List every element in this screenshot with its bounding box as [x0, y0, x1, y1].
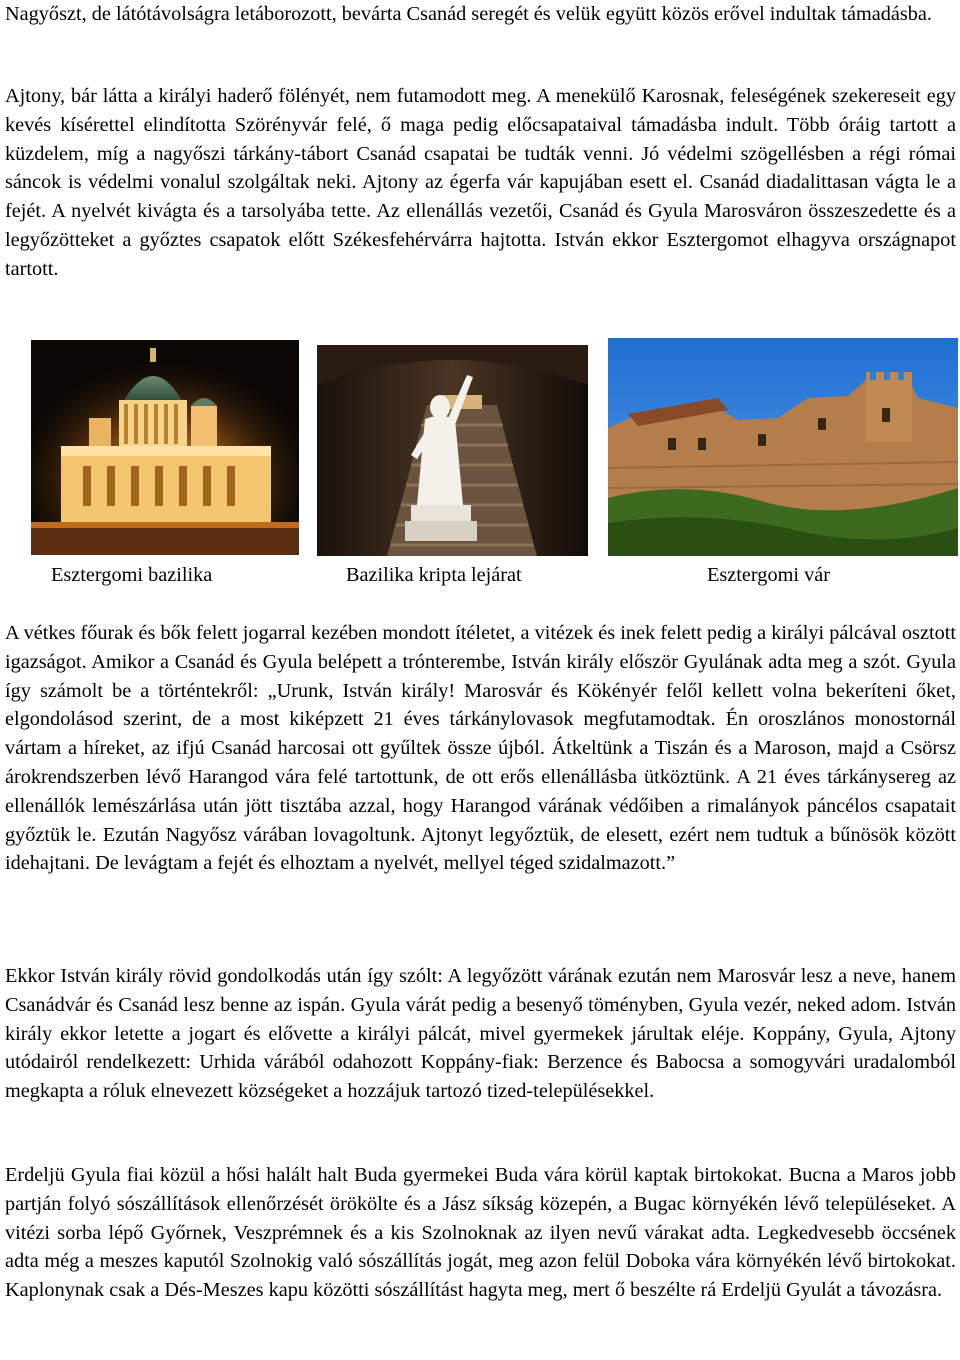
esztergom-castle-photo	[608, 338, 958, 556]
caption-esztergom-castle: Esztergomi vár	[707, 564, 830, 586]
crypt-stairway-photo	[317, 345, 588, 556]
caption-esztergom-basilica: Esztergomi bazilika	[51, 564, 213, 586]
paragraph-ajtony: Ajtony, bár látta a királyi haderő fölényét, nem futamodott meg. A menekülő Karosnak, feleségének szekereseit egy kevés kísérettel elindította Szörényvár felé, ő maga pedig előcsapataival támadásba indult. Több óráig tartott a küzdelem, míg a nagyőszi tárkány-tábort Csanád csapatai be tudták venni. Jó védelmi szögellésben a régi római sáncok is védelmi vonalul szolgáltak neki. Ajtony az égerfa vár kapujában esett el. Csanád diadalittasan vágta le a fejét. A nyelvét kivágta és a tarsolyába tette. Az ellenállás vezetői, Csanád és Gyula Marosváron összeszedette és a legyőzötteket a győztes csapatok előtt Székesfehérvárra hajtotta. István ekkor Esztergomot elhagyva országnapot tartott.	[5, 85, 956, 280]
esztergom-basilica-photo	[31, 340, 299, 555]
paragraph-intro: Nagyőszt, de látótávolságra letáborozott, bevárta Csanád seregét és velük együtt közös erővel indultak támadásba.	[5, 3, 932, 25]
paragraph-judgement: A vétkes főurak és bők felett jogarral kezében mondott ítéletet, a vitézek és inek felett pedig a királyi pálcával osztott igazságot. Amikor a Csanád és Gyula belépett a trónterembe, István király először Gyulának adta meg a szót. Gyula így számolt be a történtekről: „Urunk, István király! Marosvár és Kökényér felől kellett volna bekeríteni őket, elgondolásod szerint, de a most kiképzett 21 éves tárkánylovasok megfutamodtak. Én oroszlános monostornál vártam a híreket, az ifjú Csanád harcosai ott gyűltek össze újból. Átkeltünk a Tiszán és a Maroson, majd a Csörsz árokrendszerben lévő Harangod vára felé tartottunk, de ott erős ellenállásba ütköztünk. A 21 éves tárkánysereg az ellenállók lemészárlása után jött tisztába azzal, hogy Harangod várának védőiben a rimalányok páncélos csapatait győztük le. Ezután Nagyősz várában lovagoltunk. Ajtonyt legyőztük, de elesett, ezért nem tudtuk a bűnösök között idehajtani. De levágtam a fejét és elhoztam a nyelvét, mellyel téged szidalmazott.”	[5, 622, 956, 875]
caption-crypt-stairway: Bazilika kripta lejárat	[346, 564, 522, 586]
paragraph-gyula-sons: Erdeljü Gyula fiai közül a hősi halált halt Buda gyermekei Buda vára körül kaptak birtokokat. Bucna a Maros jobb partján folyó sószállítások ellenőrzését örökölte és a Jász síkság közepén, a Bugac környékén lévő településeket. A vitézi sorba lépő Győrnek, Veszprémnek és a kis Szolnoknak az ilyen nevű várakat adta. Legkedvesebb öccsének adta még a meszes kaputól Szolnokig való sószállítás jogát, meg azon felül Doboka vára környékén lévő birtokokat. Kaplonynak csak a Dés-Meszes kapu közötti sószállítást hagyta meg, mert ő beszélte rá Erdeljü Gyulát a távozásra.	[5, 1164, 956, 1302]
paragraph-king-decision: Ekkor István király rövid gondolkodás után így szólt: A legyőzött várának ezután nem Marosvár lesz a neve, hanem Csanádvár és Csanád lesz benne az ispán. Gyula várát pedig a besenyő töményben, Gyula vezér, neked adom. István király ekkor letette a jogart és elővette a királyi pálcát, mivel gyermekek járultak eléje. Koppány, Gyula, Ajtony utódairól rendelkezett: Urhida várából odahozott Koppány-fiak: Berzence és Babocsa a somogyvári uradalomból megkapta a róluk elnevezett községeket a hozzájuk tartozó tized-településekkel.	[5, 965, 956, 1103]
